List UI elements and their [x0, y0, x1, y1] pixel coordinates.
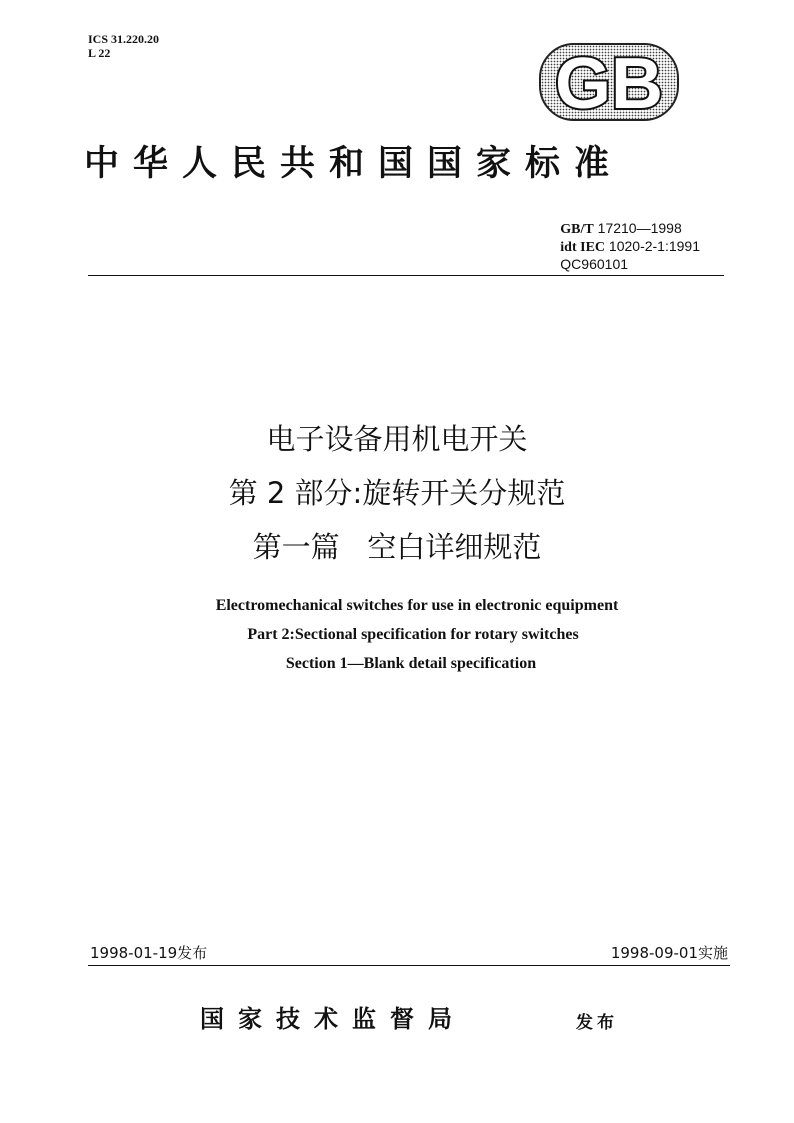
- ccs-code: L 22: [88, 46, 111, 60]
- english-title-line-2: Part 2:Sectional specification for rotary switches: [247, 626, 579, 643]
- implementation-date: 1998-09-01实施: [610, 944, 728, 962]
- header-divider: [88, 275, 724, 276]
- publisher-name: 国家技术监督局: [200, 1004, 466, 1033]
- idt-number: 1020-2-1:1991: [608, 238, 700, 254]
- idt-prefix: idt IEC: [560, 240, 606, 255]
- issue-date: 1998-01-19发布: [90, 944, 208, 962]
- footer-divider: [88, 965, 730, 966]
- english-title-line-3: Section 1—Blank detail specification: [285, 655, 537, 672]
- gb-logo: [538, 42, 680, 122]
- english-title-line-1: Electromechanical switches for use in electronic equipment: [215, 597, 619, 614]
- ics-code: ICS 31.220.20: [88, 32, 160, 46]
- chinese-title-line-1: 电子设备用机电开关: [266, 422, 528, 456]
- standard-category-title: 中华人民共和国国家标准: [84, 143, 624, 184]
- gb-prefix: GB/T: [560, 222, 594, 237]
- classification-codes: [88, 32, 159, 60]
- qc-number: QC960101: [560, 256, 629, 272]
- svg-text:GB: GB: [555, 44, 663, 122]
- gb-number: 17210—1998: [597, 220, 682, 236]
- publish-label: 发布: [576, 1013, 618, 1033]
- standard-numbers: [560, 220, 700, 273]
- chinese-title-line-2: 第 2 部分:旋转开关分规范: [228, 476, 566, 510]
- chinese-title-line-3: 第一篇 空白详细规范: [252, 530, 542, 564]
